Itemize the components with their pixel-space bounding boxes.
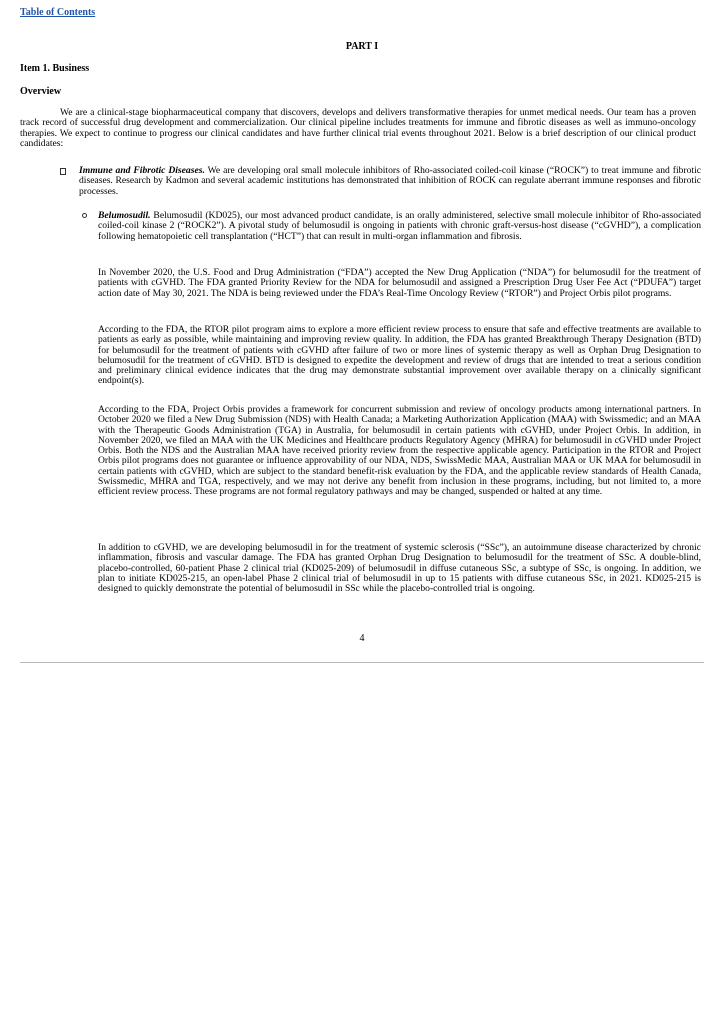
- page-number: 4: [359, 633, 365, 644]
- square-bullet-icon: [60, 168, 66, 175]
- belumosudil-lead: Belumosudil.: [98, 210, 151, 221]
- intro-paragraph: We are a clinical-stage biopharmaceutical company that discovers, develops and delivers transformative therapies for unmet medical needs. Our team has a proven track record of successful drug development and commercialization. Our clinical pipeline includes treatments for immune and fibrotic diseases as well as immuno-oncology therapies. We expect to continue to progress our clinical candidates and have further clinical trial events throughout 2021. Below is a brief description of our clinical product candidates:: [20, 107, 696, 149]
- item-heading: Item 1. Business: [20, 63, 90, 74]
- immune-fibrotic-paragraph: [79, 166, 701, 197]
- immune-fibrotic-body: We are developing oral small molecule inhibitors of Rho-associated coiled-coil kinase (“ROCK”) to treat immune and fibrotic diseases. Research by Kadmon and several academic institutions has demonstrated that inhibition of ROCK can regulate aberrant immune responses and fibrotic processes.: [79, 165, 701, 197]
- belumosudil-paragraph: [98, 211, 701, 242]
- rtor-paragraph: According to the FDA, the RTOR pilot program aims to explore a more efficient review process to ensure that safe and effective treatments are available to patients as early as possible, while maintaining and improving review quality. In addition, the FDA has granted Breakthrough Therapy Designation (BTD) for belumosudil for the treatment of patients with cGVHD after failure of two or more lines of systemic therapy as well as Orphan Drug Designation to belumosudil for the treatment of cGVHD. BTD is designed to expedite the development and review of drugs that are intended to treat a serious condition and preliminary clinical evidence indicates that the drug may demonstrate substantial improvement over available therapy on a clinically significant endpoint(s).: [98, 324, 701, 387]
- overview-heading: Overview: [20, 86, 62, 97]
- part-title: PART I: [345, 41, 379, 52]
- ssc-paragraph: In addition to cGVHD, we are developing belumosudil in for the treatment of systemic sclerosis (“SSc”), an autoimmune disease characterized by chronic inflammation, fibrosis and vascular damage. The FDA has granted Orphan Drug Designation to belumosudil for the treatment of SSc. A double-blind, placebo-controlled, 60-patient Phase 2 clinical trial (KD025-209) of belumosudil in diffuse cutaneous SSc, a subtype of SSc, is ongoing. In addition, we plan to initiate KD025-215, an open-label Phase 2 clinical trial of belumosudil in up to 15 patients with diffuse cutaneous SSc, in 2021. KD025-215 is designed to quickly demonstrate the potential of belumosudil in SSc while the placebo-controlled trial is ongoing.: [98, 542, 701, 595]
- belumosudil-body: Belumosudil (KD025), our most advanced product candidate, is an orally administered, selective small molecule inhibitor of Rho-associated coiled-coil kinase 2 (“ROCK2”). A pivotal study of belumosudil is ongoing in patients with chronic graft-versus-host disease (“cGVHD”), a complication following hematopoietic cell transplantation (“HCT”) that can result in multi-organ inflammation and fibrosis.: [98, 210, 701, 242]
- table-of-contents-link[interactable]: Table of Contents: [20, 7, 96, 18]
- project-orbis-paragraph: According to the FDA, Project Orbis provides a framework for concurrent submission and review of oncology products among international partners. In October 2020 we filed a New Drug Submission (NDS) with Health Canada; a Marketing Authorization Application (MAA) with Swissmedic; and an MAA with the Therapeutic Goods Administration (TGA) in Australia, for belumosudil in certain patients with cGVHD, under Project Orbis. In addition, in November 2020, we filed an MAA with the UK Medicines and Healthcare products Regulatory Agency (MHRA) for belumosudil in cGVHD under Project Orbis. Both the NDS and the Australian MAA have received priority review from the respective applicable agency. Participation in the RTOR and Project Orbis pilot programs does not guarantee or influence approvability of our NDA, NDS, SwissMedic MAA, Australian MAA or UK MAA for belumosudil in certain patients with cGVHD, which are subject to the standard benefit-risk evaluation by the FDA, and the applicable review standards of Health Canada, Swissmedic, MHRA and TGA, respectively, and we may not derive any benefit from inclusion in these programs, including, but not limited to, a more efficient review process. These programs are not formal regulatory pathways and may be changed, suspended or halted at any time.: [98, 404, 701, 498]
- fda-nda-paragraph: In November 2020, the U.S. Food and Drug Administration (“FDA”) accepted the New Drug Application (“NDA”) for belumosudil for the treatment of patients with cGVHD. The FDA granted Priority Review for the NDA for belumosudil and assigned a Prescription Drug User Fee Act (“PDUFA”) target action date of May 30, 2021. The NDA is being reviewed under the FDA’s Real-Time Oncology Review (“RTOR”) and Project Orbis pilot programs.: [98, 267, 701, 299]
- immune-fibrotic-lead: Immune and Fibrotic Diseases.: [79, 165, 205, 176]
- circle-bullet-icon: [82, 213, 87, 218]
- page-divider: [20, 662, 704, 663]
